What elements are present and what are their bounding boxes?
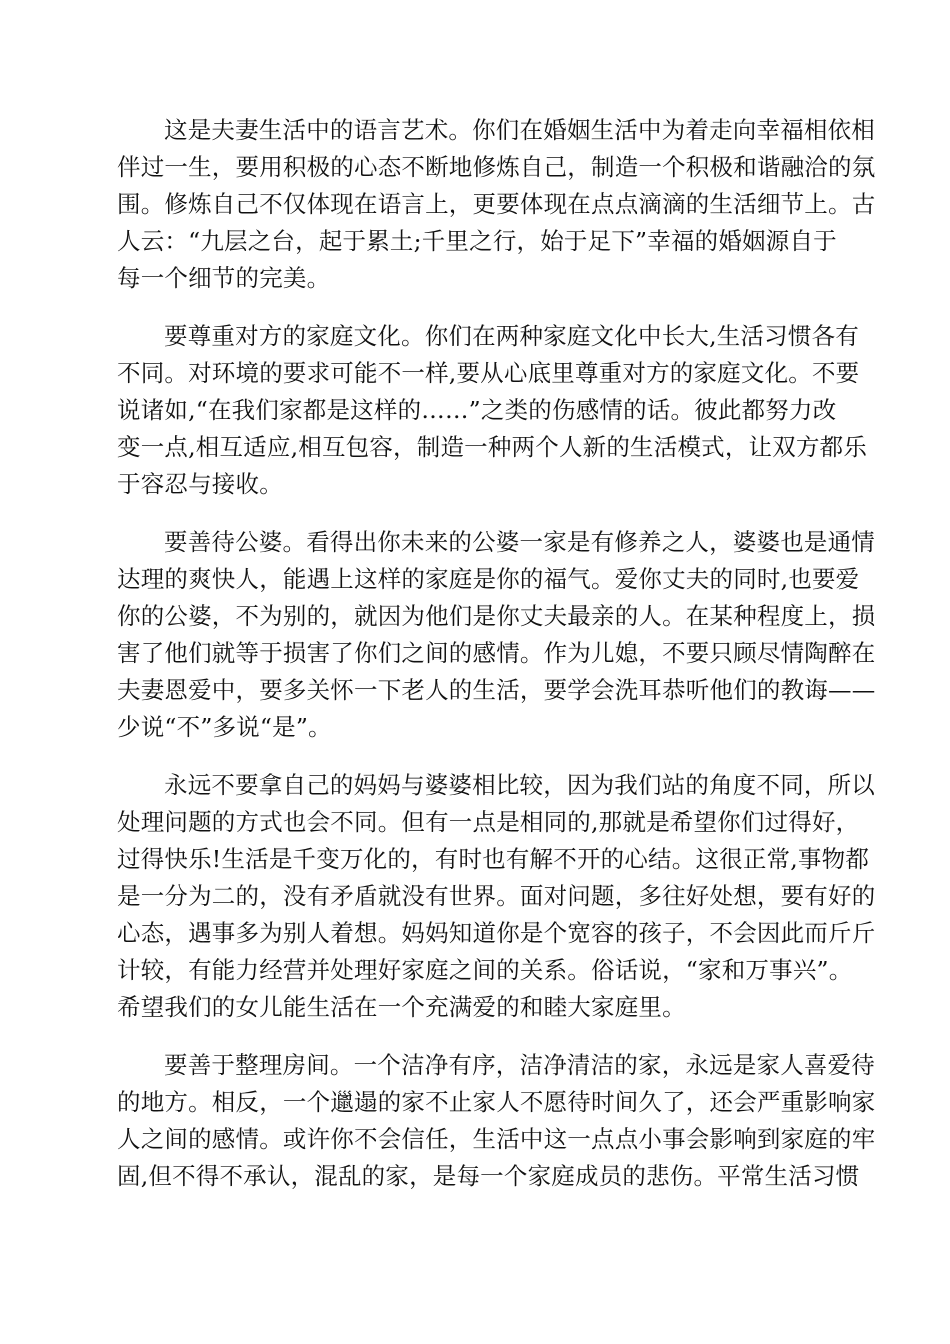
- text-line: 围。修炼自己不仅体现在语言上，更要体现在点点滴滴的生活细节上。古: [117, 190, 876, 218]
- text-line: 人云：“九层之台，起于累土;千里之行，始于足下”幸福的婚姻源自于: [117, 227, 837, 255]
- text-line: 要善于整理房间。一个洁净有序，洁净清洁的家，永远是家人喜爱待: [164, 1051, 875, 1079]
- text-line: 伴过一生，要用积极的心态不断地修炼自己，制造一个积极和谐融洽的氛: [117, 153, 876, 181]
- text-line: 要善待公婆。看得出你未来的公婆一家是有修养之人，婆婆也是通情: [164, 528, 875, 556]
- text-line: 你的公婆，不为别的，就因为他们是你丈夫最亲的人。在某种程度上，损: [117, 602, 876, 630]
- text-line: 不同。对环境的要求可能不一样,要从心底里尊重对方的家庭文化。不要: [117, 359, 860, 387]
- paragraph-5: [117, 1047, 876, 1195]
- text-line: 人之间的感情。或许你不会信任，生活中这一点点小事会影响到家庭的牢: [117, 1125, 876, 1153]
- text-line: 于容忍与接收。: [117, 470, 283, 498]
- text-line: 变一点,相互适应,相互包容，制造一种两个人新的生活模式，让双方都乐: [117, 433, 868, 461]
- text-line: 处理问题的方式也会不同。但有一点是相同的,那就是希望你们过得好，: [117, 808, 860, 836]
- text-line: 是一分为二的，没有矛盾就没有世界。面对问题，多往好处想，要有好的: [117, 882, 876, 910]
- paragraph-3: [117, 524, 876, 746]
- paragraph-1: [117, 112, 876, 297]
- text-line: 夫妻恩爱中，要多关怀一下老人的生活，要学会洗耳恭听他们的教诲——: [117, 676, 876, 704]
- paragraph-2: [117, 318, 868, 503]
- text-line: 这是夫妻生活中的语言艺术。你们在婚姻生活中为着走向幸福相依相: [164, 116, 875, 144]
- text-line: 害了他们就等于损害了你们之间的感情。作为儿媳，不要只顾尽情陶醉在: [117, 639, 876, 667]
- text-line: 达理的爽快人，能遇上这样的家庭是你的福气。爱你丈夫的同时,也要爱: [117, 565, 860, 593]
- text-line: 固,但不得不承认，混乱的家，是每一个家庭成员的悲伤。平常生活习惯: [117, 1162, 860, 1190]
- text-line: 永远不要拿自己的妈妈与婆婆相比较，因为我们站的角度不同，所以: [164, 771, 875, 799]
- document-body: [117, 112, 876, 1216]
- text-line: 心态，遇事多为别人着想。妈妈知道你是个宽容的孩子，不会因此而斤斤: [117, 919, 876, 947]
- text-line: 计较，有能力经营并处理好家庭之间的关系。俗话说，“家和万事兴”。: [117, 956, 853, 984]
- text-line: 每一个细节的完美。: [117, 264, 331, 292]
- paragraph-4: [117, 767, 876, 1026]
- text-line: 希望我们的女儿能生活在一个充满爱的和睦大家庭里。: [117, 993, 686, 1021]
- text-line: 少说“不”多说“是”。: [117, 713, 332, 741]
- text-line: 说诸如,“在我们家都是这样的……”之类的伤感情的话。彼此都努力改: [117, 396, 837, 424]
- text-line: 的地方。相反，一个邋遢的家不止家人不愿待时间久了，还会严重影响家: [117, 1088, 876, 1116]
- text-line: 过得快乐!生活是千变万化的，有时也有解不开的心结。这很正常,事物都: [117, 845, 870, 873]
- text-line: 要尊重对方的家庭文化。你们在两种家庭文化中长大,生活习惯各有: [164, 322, 859, 350]
